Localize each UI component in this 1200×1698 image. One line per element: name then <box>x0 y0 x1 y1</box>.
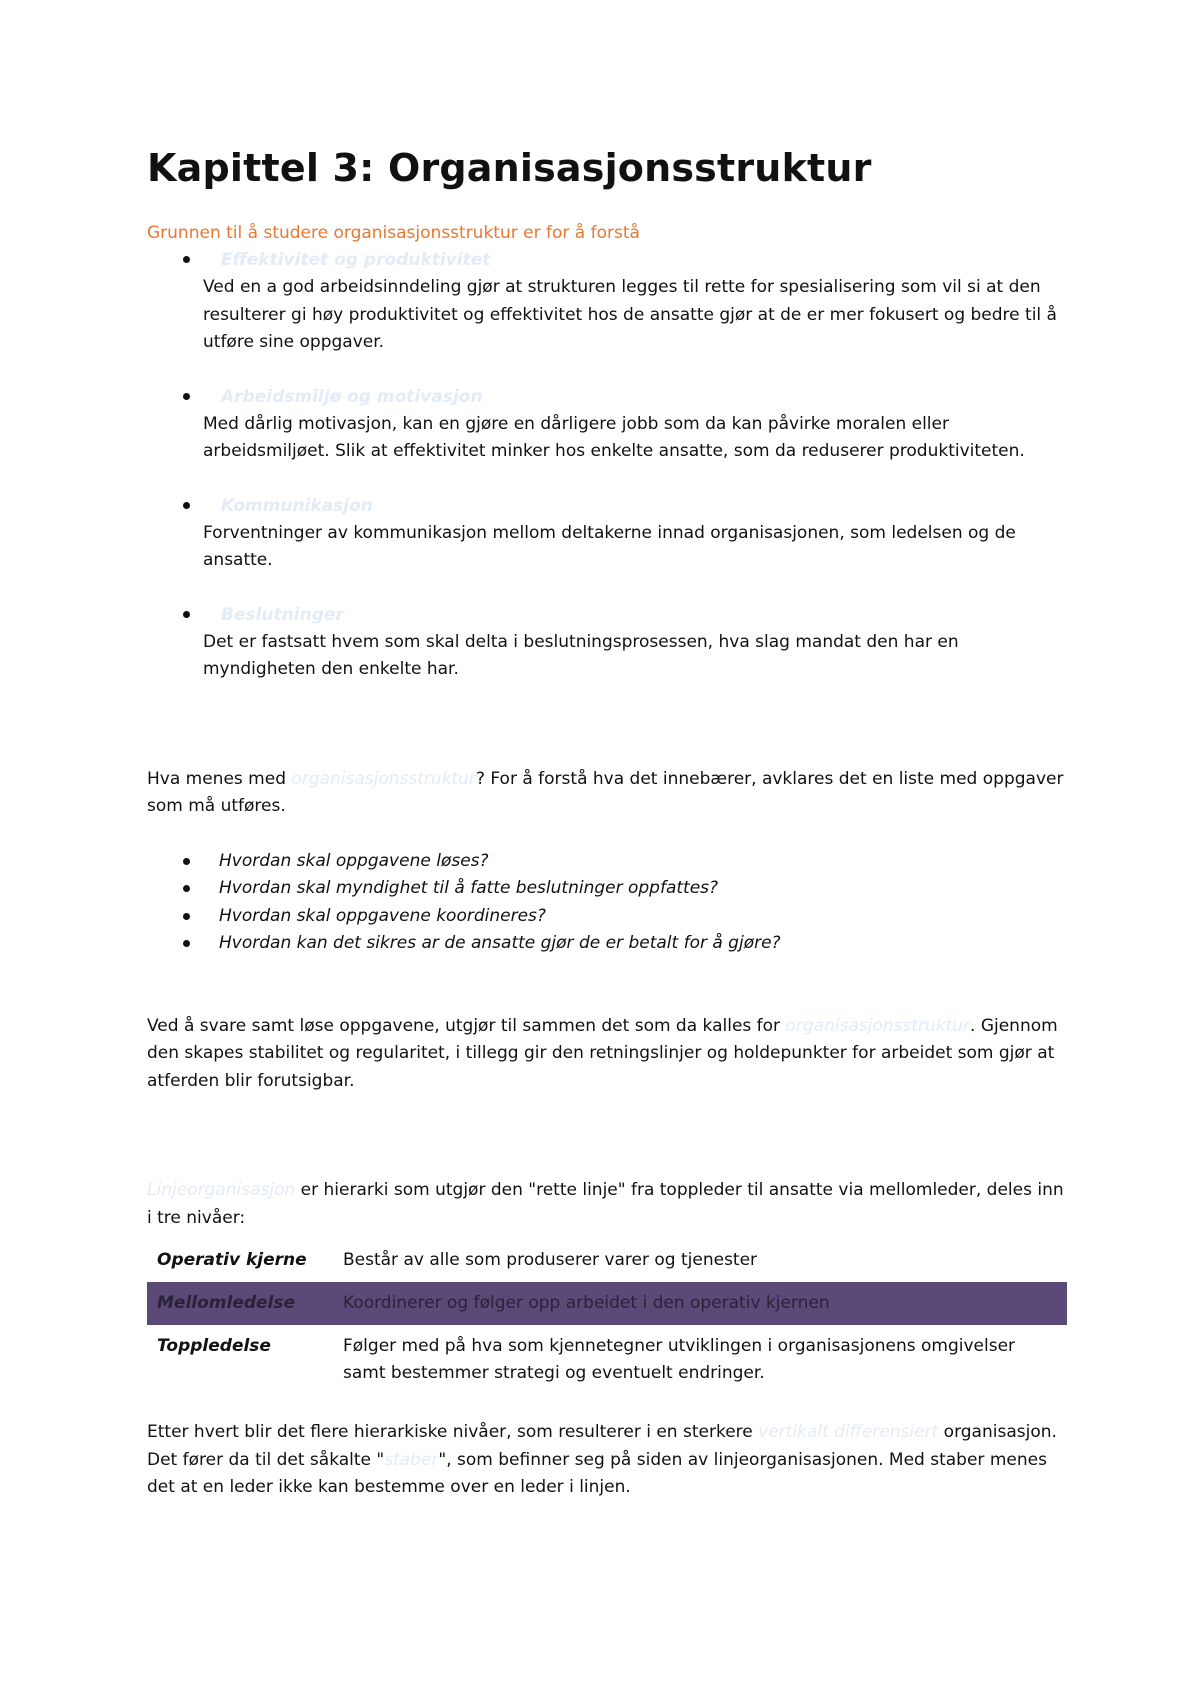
question-intro-highlight: organisasjonsstruktur <box>291 768 476 789</box>
topic-body: Ved en a god arbeidsinndeling gjør at strukturen legges til rette for spesialisering som vil si at den resulterer gi høy produktivitet og effektivitet hos de ansatte gjør at de er mer fokusert og bedre til å utføre sine oppgaver. <box>203 277 1057 352</box>
lead-text: Grunnen til å studere organisasjonsstruktur er for å forstå <box>147 223 640 243</box>
bullet-icon <box>183 502 190 509</box>
bullet-icon <box>183 913 190 920</box>
topic-title: Kommunikasjon <box>221 495 373 516</box>
levels-table <box>147 1239 1067 1395</box>
document-content <box>147 140 1067 1502</box>
bullet-icon <box>183 940 190 947</box>
line-org-after: er hierarki som utgjør den "rette linje" fra toppleder til ansatte via mellomleder, deles inn i tre nivåer: <box>147 1180 1064 1228</box>
list-item <box>147 602 1067 684</box>
list-item <box>147 903 1067 931</box>
answer-paragraph <box>147 1013 1067 1096</box>
closing-highlight-2: staber <box>384 1449 439 1470</box>
topic-body: Det er fastsatt hvem som skal delta i beslutningsprosessen, hva slag mandat den har en myndigheten den enkelte har. <box>203 631 959 679</box>
list-item <box>147 875 1067 903</box>
bullet-icon <box>183 885 190 892</box>
list-item <box>147 848 1067 876</box>
table-row <box>147 1239 1067 1282</box>
answer-before: Ved å svare samt løse oppgavene, utgjør til sammen det som da kalles for <box>147 1015 786 1036</box>
bullet-icon <box>183 256 190 263</box>
page-title: Kapittel 3: Organisasjonsstruktur <box>147 146 872 190</box>
line-org-highlight: Linjeorganisasjon <box>147 1180 296 1200</box>
bullet-icon <box>183 611 190 618</box>
question-intro-paragraph <box>147 766 1067 821</box>
level-name: Mellomledelse <box>147 1282 333 1325</box>
level-description: Koordinerer og følger opp arbeidet i den operativ kjernen <box>333 1282 1067 1325</box>
closing-part2: organisasjon. Det fører da til det såkalte " <box>147 1422 1057 1470</box>
table-row <box>147 1282 1067 1325</box>
table-row <box>147 1325 1067 1395</box>
list-item <box>147 493 1067 575</box>
list-item <box>147 247 1067 357</box>
topic-body: Forventninger av kommunikasjon mellom deltakerne innad organisasjonen, som ledelsen og de ansatte. <box>203 522 1016 570</box>
topic-list <box>147 247 1067 684</box>
answer-highlight: organisasjonsstruktur <box>785 1015 971 1036</box>
closing-part1: Etter hvert blir det flere hierarkiske nivåer, som resulterer i en sterkere <box>147 1422 759 1442</box>
level-description: Følger med på hva som kjennetegner utviklingen i organisasjonens omgivelser samt bestemmer strategi og eventuelt endringer. <box>343 1336 1016 1383</box>
level-name: Toppledelse <box>157 1336 271 1356</box>
answer-after: . Gjennom den skapes stabilitet og regularitet, i tillegg gir den retningslinjer og holdepunkter for arbeidet som gjør at atferden blir forutsigbar. <box>147 1015 1058 1091</box>
closing-paragraph <box>147 1419 1067 1502</box>
topic-title: Effektivitet og produktivitet <box>221 250 491 270</box>
topic-body: Med dårlig motivasjon, kan en gjøre en dårligere jobb som da kan påvirke moralen eller arbeidsmiljøet. Slik at effektivitet minker hos enkelte ansatte, som da reduserer produktiviteten. <box>203 413 1025 461</box>
level-description: Består av alle som produserer varer og tjenester <box>343 1250 758 1270</box>
bullet-icon <box>183 393 190 400</box>
list-item <box>147 384 1067 466</box>
question-text: Hvordan skal myndighet til å fatte beslutninger oppfattes? <box>219 878 719 898</box>
question-text: Hvordan skal oppgavene løses? <box>219 850 489 871</box>
topic-title: Beslutninger <box>221 604 344 625</box>
question-intro-before: Hva menes med <box>147 768 292 789</box>
closing-part3: ", som befinner seg på siden av linjeorganisasjonen. Med staber menes det at en leder ikke kan bestemme over en leder i linjen. <box>147 1449 1047 1497</box>
question-list <box>147 848 1067 958</box>
closing-highlight-1: vertikalt differensiert <box>758 1422 939 1442</box>
question-text: Hvordan kan det sikres ar de ansatte gjør de er betalt for å gjøre? <box>219 933 781 953</box>
question-text: Hvordan skal oppgavene koordineres? <box>219 905 546 926</box>
question-intro-after: ? For å forstå hva det innebærer, avklares det en liste med oppgaver som må utføres. <box>147 768 1064 816</box>
line-org-paragraph <box>147 1177 1067 1232</box>
bullet-icon <box>183 858 190 865</box>
level-name: Operativ kjerne <box>157 1250 307 1270</box>
list-item <box>147 930 1067 958</box>
topic-title: Arbeidsmiljø og motivasjon <box>221 386 483 407</box>
